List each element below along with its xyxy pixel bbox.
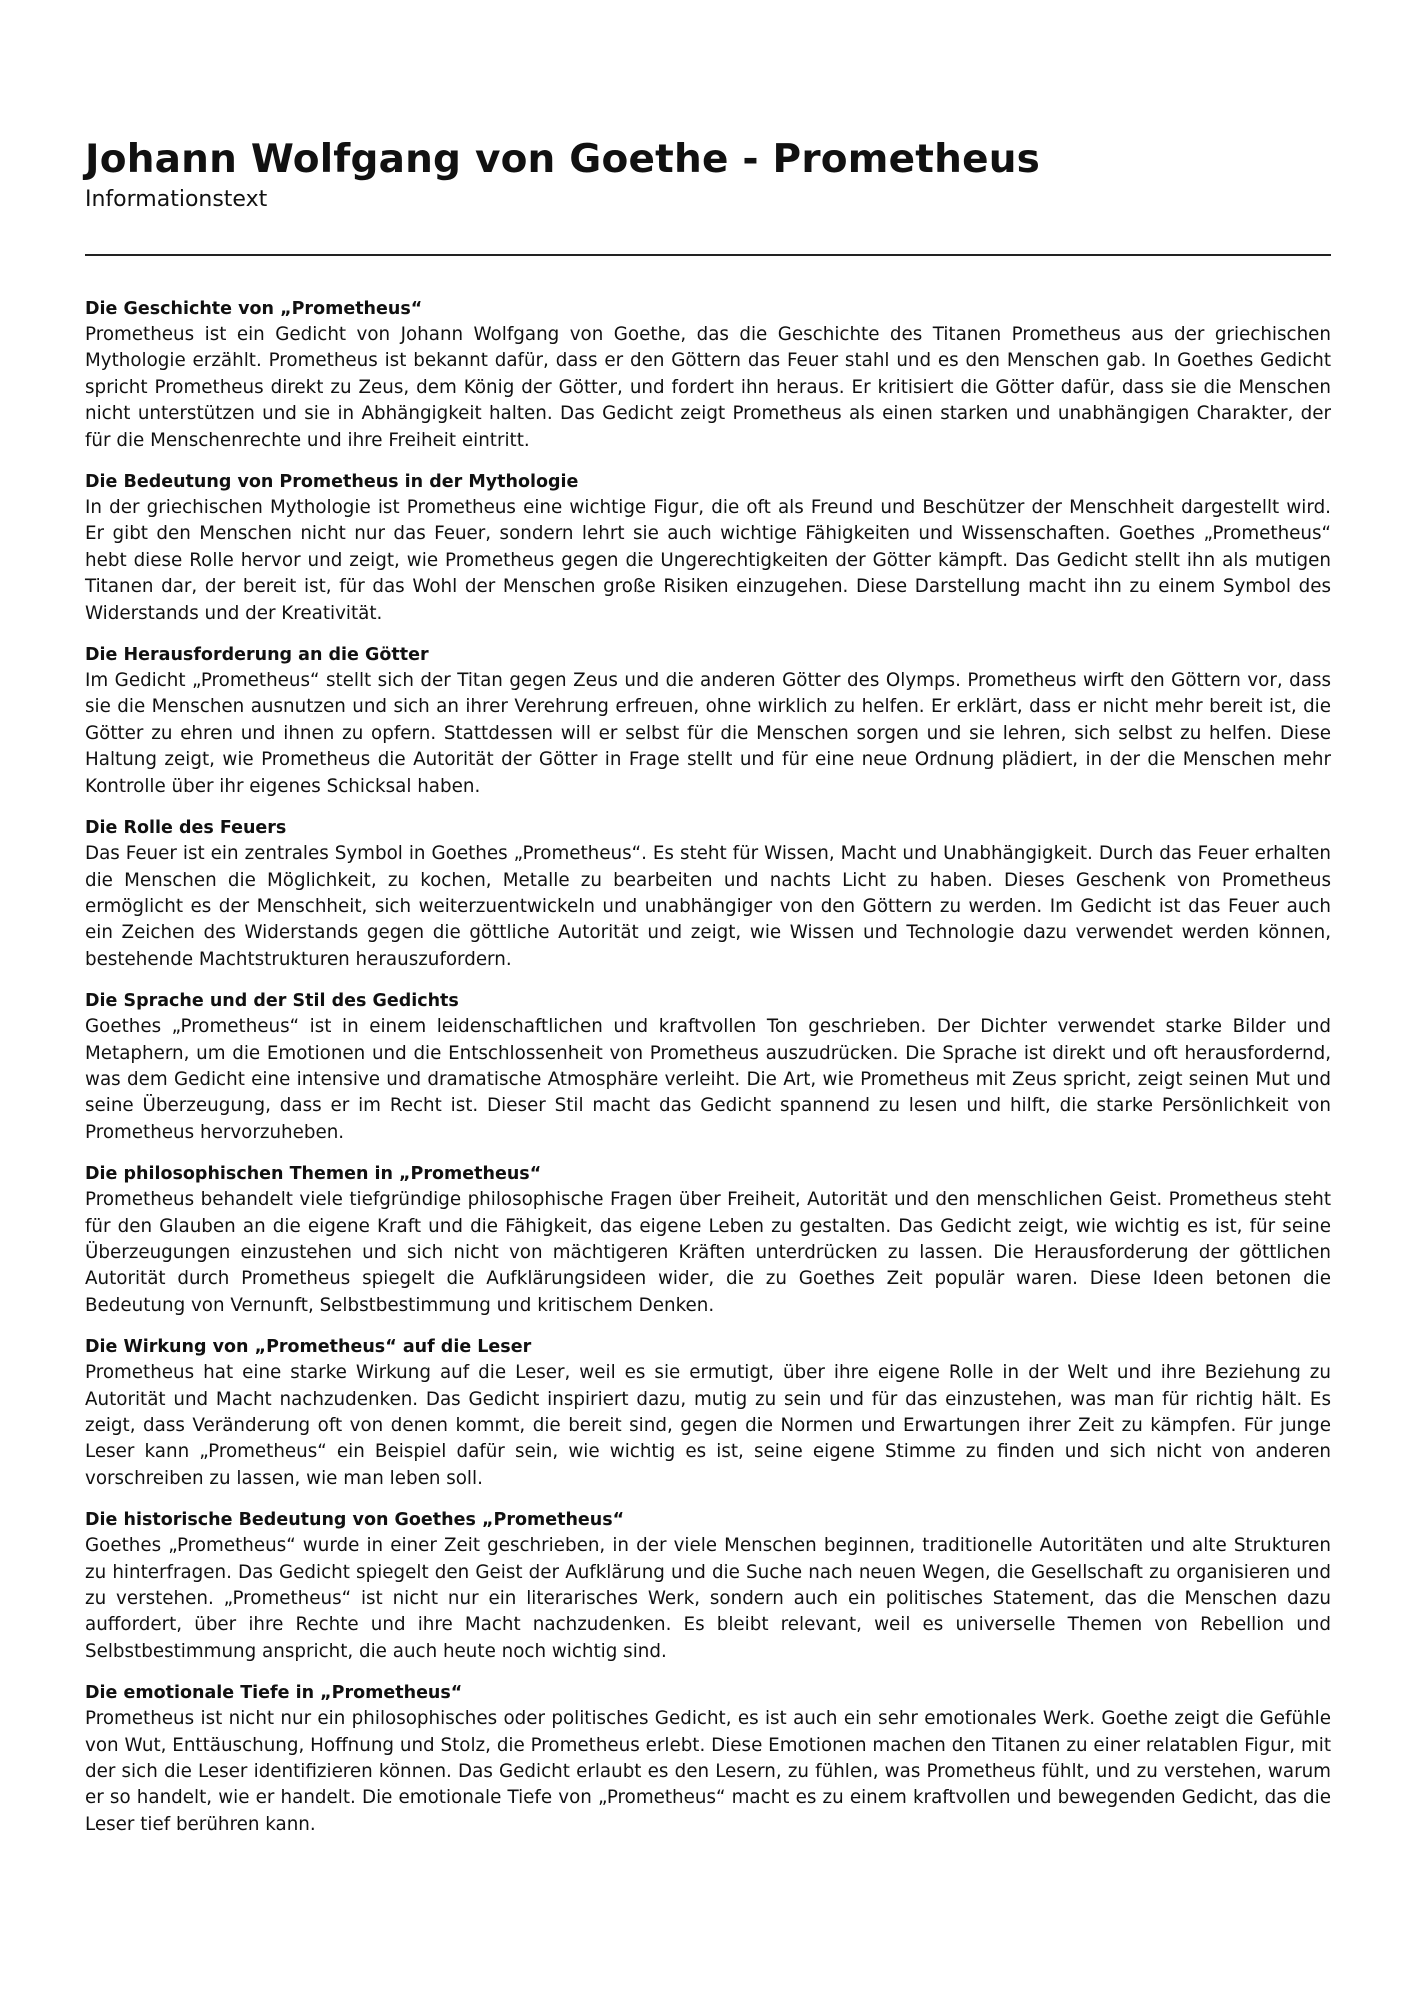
section-body: Im Gedicht „Prometheus“ stellt sich der Titan gegen Zeus und die anderen Götter des Olymps. Prometheus wirft den Göttern vor, dass sie die Menschen ausnutzen und sich an ihrer Verehrung erfreuen, ohne wirklich zu helfen. Er erklärt, dass er nicht mehr bereit ist, die Götter zu ehren und ihnen zu opfern. Stattdessen will er selbst für die Menschen sorgen und sie lehren, sich selbst zu helfen. Diese Haltung zeigt, wie Prometheus die Autorität der Götter in Frage stellt und für eine neue Ordnung plädiert, in der die Menschen mehr Kontrolle über ihr eigenes Schicksal haben. [85, 670, 1331, 797]
section-heading: Die Herausforderung an die Götter [85, 645, 429, 666]
section-heading: Die philosophischen Themen in „Prometheus“ [85, 1164, 542, 1185]
sections-container [85, 296, 1331, 1838]
section-heading: Die Wirkung von „Prometheus“ auf die Leser [85, 1337, 532, 1358]
section-rolle-feuer [85, 815, 1331, 973]
section-body: Prometheus behandelt viele tiefgründige philosophische Fragen über Freiheit, Autorität und den menschlichen Geist. Prometheus steht für den Glauben an die eigene Kraft und die Fähigkeit, das eigene Leben zu gestalten. Das Gedicht zeigt, wie wichtig es ist, für seine Überzeugungen einzustehen und sich nicht von mächtigeren Kräften unterdrücken zu lassen. Die Herausforderung der göttlichen Autorität durch Prometheus spiegelt die Aufklärungsideen wider, die zu Goethes Zeit populär waren. Diese Ideen betonen die Bedeutung von Vernunft, Selbstbestimmung und kritischem Denken. [85, 1189, 1331, 1316]
section-body: Prometheus ist ein Gedicht von Johann Wolfgang von Goethe, das die Geschichte des Titanen Prometheus aus der griechischen Mythologie erzählt. Prometheus ist bekannt dafür, dass er den Göttern das Feuer stahl und es den Menschen gab. In Goethes Gedicht spricht Prometheus direkt zu Zeus, dem König der Götter, und fordert ihn heraus. Er kritisiert die Götter dafür, dass sie die Menschen nicht unterstützen und sie in Abhängigkeit halten. Das Gedicht zeigt Prometheus als einen starken und unabhängigen Charakter, der für die Menschenrechte und ihre Freiheit eintritt. [85, 324, 1331, 451]
section-bedeutung-mythologie [85, 469, 1331, 627]
section-heading: Die Sprache und der Stil des Gedichts [85, 991, 459, 1012]
section-geschichte [85, 296, 1331, 454]
header-divider [85, 254, 1331, 256]
section-heading: Die Bedeutung von Prometheus in der Mythologie [85, 472, 579, 493]
section-sprache-stil [85, 988, 1331, 1146]
section-heading: Die Rolle des Feuers [85, 818, 287, 839]
section-wirkung-leser [85, 1334, 1331, 1492]
section-body: Goethes „Prometheus“ wurde in einer Zeit geschrieben, in der viele Menschen beginnen, traditionelle Autoritäten und alte Strukturen zu hinterfragen. Das Gedicht spiegelt den Geist der Aufklärung und die Suche nach neuen Wegen, die Gesellschaft zu organisieren und zu verstehen. „Prometheus“ ist nicht nur ein literarisches Werk, sondern auch ein politisches Statement, das die Menschen dazu auffordert, über ihre Rechte und ihre Macht nachzudenken. Es bleibt relevant, weil es universelle Themen von Rebellion und Selbstbestimmung anspricht, die auch heute noch wichtig sind. [85, 1535, 1331, 1662]
section-philosophische-themen [85, 1161, 1331, 1319]
document-title: Johann Wolfgang von Goethe - Prometheus [85, 137, 1041, 182]
section-body: In der griechischen Mythologie ist Prometheus eine wichtige Figur, die oft als Freund und Beschützer der Menschheit dargestellt wird. Er gibt den Menschen nicht nur das Feuer, sondern lehrt sie auch wichtige Fähigkeiten und Wissenschaften. Goethes „Prometheus“ hebt diese Rolle hervor und zeigt, wie Prometheus gegen die Ungerechtigkeiten der Götter kämpft. Das Gedicht stellt ihn als mutigen Titanen dar, der bereit ist, für das Wohl der Menschen große Risiken einzugehen. Diese Darstellung macht ihn zu einem Symbol des Widerstands und der Kreativität. [85, 497, 1331, 624]
document-subtitle: Informationstext [85, 187, 268, 212]
section-body: Prometheus ist nicht nur ein philosophisches oder politisches Gedicht, es ist auch ein sehr emotionales Werk. Goethe zeigt die Gefühle von Wut, Enttäuschung, Hoffnung und Stolz, die Prometheus erlebt. Diese Emotionen machen den Titanen zu einer relatablen Figur, mit der sich die Leser identifizieren können. Das Gedicht erlaubt es den Lesern, zu fühlen, was Prometheus fühlt, und zu verstehen, warum er so handelt, wie er handelt. Die emotionale Tiefe von „Prometheus“ macht es zu einem kraftvollen und bewegenden Gedicht, das die Leser tief berühren kann. [85, 1708, 1331, 1835]
section-heading: Die emotionale Tiefe in „Prometheus“ [85, 1683, 463, 1704]
section-historische-bedeutung [85, 1507, 1331, 1665]
section-emotionale-tiefe [85, 1680, 1331, 1838]
section-herausforderung-goetter [85, 642, 1331, 800]
section-body: Goethes „Prometheus“ ist in einem leidenschaftlichen und kraftvollen Ton geschrieben. Der Dichter verwendet starke Bilder und Metaphern, um die Emotionen und die Entschlossenheit von Prometheus auszudrücken. Die Sprache ist direkt und oft herausfordernd, was dem Gedicht eine intensive und dramatische Atmosphäre verleiht. Die Art, wie Prometheus mit Zeus spricht, zeigt seinen Mut und seine Überzeugung, dass er im Recht ist. Dieser Stil macht das Gedicht spannend zu lesen und hilft, die starke Persönlichkeit von Prometheus hervorzuheben. [85, 1016, 1331, 1143]
section-heading: Die Geschichte von „Prometheus“ [85, 299, 423, 319]
section-body: Prometheus hat eine starke Wirkung auf die Leser, weil es sie ermutigt, über ihre eigene Rolle in der Welt und ihre Beziehung zu Autorität und Macht nachzudenken. Das Gedicht inspiriert dazu, mutig zu sein und für das einzustehen, was man für richtig hält. Es zeigt, dass Veränderung oft von denen kommt, die bereit sind, gegen die Normen und Erwartungen ihrer Zeit zu kämpfen. Für junge Leser kann „Prometheus“ ein Beispiel dafür sein, wie wichtig es ist, seine eigene Stimme zu finden und sich nicht von anderen vorschreiben zu lassen, wie man leben soll. [85, 1362, 1331, 1489]
section-heading: Die historische Bedeutung von Goethes „Prometheus“ [85, 1510, 625, 1531]
section-body: Das Feuer ist ein zentrales Symbol in Goethes „Prometheus“. Es steht für Wissen, Macht und Unabhängigkeit. Durch das Feuer erhalten die Menschen die Möglichkeit, zu kochen, Metalle zu bearbeiten und nachts Licht zu haben. Dieses Geschenk von Prometheus ermöglicht es der Menschheit, sich weiterzuentwickeln und unabhängiger von den Göttern zu werden. Im Gedicht ist das Feuer auch ein Zeichen des Widerstands gegen die göttliche Autorität und zeigt, wie Wissen und Technologie dazu verwendet werden können, bestehende Machtstrukturen herauszufordern. [85, 843, 1331, 970]
